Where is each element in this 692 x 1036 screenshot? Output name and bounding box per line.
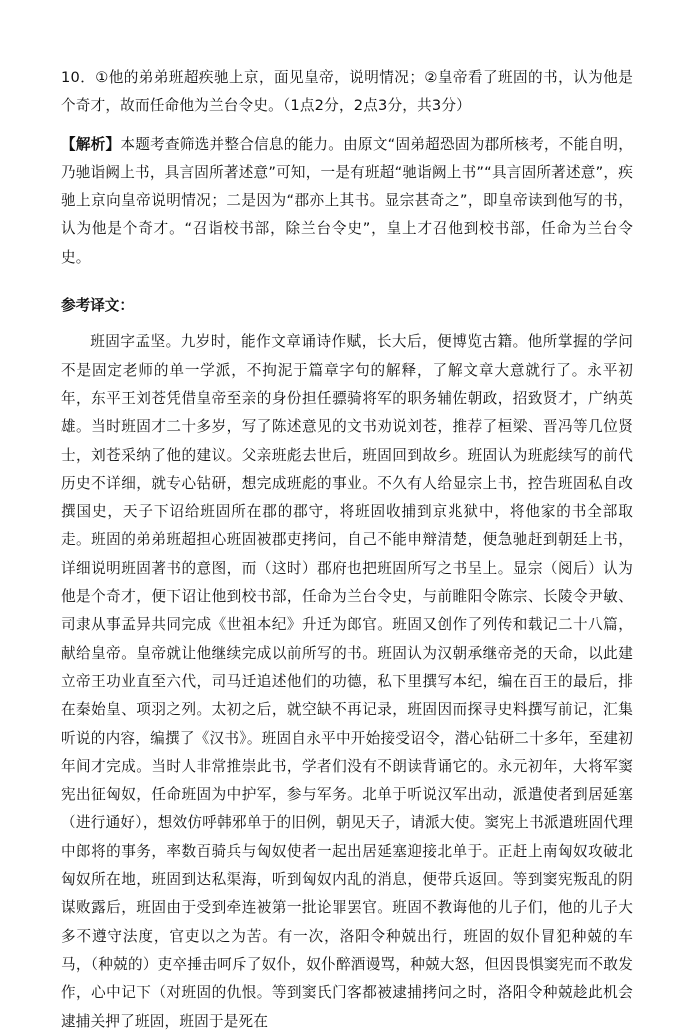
document-page <box>61 64 633 1036</box>
reference-translation: 班固字孟坚。九岁时，能作文章诵诗作赋，长大后，便博览古籍。他所掌握的学问不是固定老师的单一学派，不拘泥于篇章字句的解释，了解文章大意就行了。永平初年，东平王刘苍凭借皇帝至亲的身份担任骠骑将军的职务辅佐朝政，招致贤才，广纳英雄。当时班固才二十多岁，写了陈述意见的文书劝说刘苍，推荐了桓梁、晋冯等几位贤士，刘苍采纳了他的建议。父亲班彪去世后，班固回到故乡。班固认为班彪续写的前代历史不详细，就专心钻研，想完成班彪的事业。不久有人给显宗上书，控告班固私自改撰国史，天子下诏给班固所在郡的郡守，将班固收捕到京兆狱中，将他家的书全部取走。班固的弟弟班超担心班固被郡吏拷问，自己不能申辩清楚，便急驰赶到朝廷上书，详细说明班固著书的意图，而（这时）郡府也把班固所写之书呈上。显宗（阅后）认为他是个奇才，便下诏让他到校书部，任命为兰台令史，与前睢阳令陈宗、长陵令尹敏、司隶从事孟异共同完成《世祖本纪》升迁为郎官。班固又创作了列传和载记二十八篇，献给皇帝。皇帝就让他继续完成以前所写的书。班固认为汉朝承继帝尧的天命，以此建立帝王功业直至六代，司马迁追述他们的功德，私下里撰写本纪，编在百王的最后，排在秦始皇、项羽之列。太初之后，就空缺不再记录，班固因而探寻史料撰写前记，汇集听说的内容，编撰了《汉书》。班固自永平中开始接受诏令，潜心钻研二十多年，至建初年间才完成。当时人非常推崇此书，学者们没有不朗读背诵它的。永元初年，大将军窦宪出征匈奴，任命班固为中护军，参与军务。北单于听说汉军出动，派遣使者到居延塞（进行通好），想效仿呼韩邪单于的旧例，朝见天子，请派大使。窦宪上书派遣班固代理中郎将的事务，率数百骑兵与匈奴使者一起出居延塞迎接北单于。正赶上南匈奴攻破北匈奴所在地，班固到达私渠海，听到匈奴内乱的消息，便带兵返回。等到窦宪叛乱的阴谋败露后，班固由于受到牵连被第一批论罪罢官。班固不教诲他的儿子们，他的儿子大多不遵守法度，官吏以之为苦。有一次，洛阳令种兢出行，班固的奴仆冒犯种兢的车马，（种兢的）吏卒捶击呵斥了奴仆，奴仆醉酒谩骂，种兢大怒，但因畏惧窦宪而不敢发作，心中记下（对班固的仇恨。等到窦氏门客都被逮捕拷问之时，洛阳令种兢趁此机会逮捕关押了班固，班固于是死在 <box>61 333 633 1030</box>
reference-heading: 参考译文： <box>61 297 134 315</box>
analysis-text: 本题考查筛选并整合信息的能力。由原文“固弟超恐固为郡所核考，不能自明，乃驰诣阙上书，具言固所著述意”可知，一是有班超“驰诣阙上书”“具言固所著述意”，疾驰上京向皇帝说明情况；二是因为“郡亦上其书。显宗甚奇之”，即皇帝读到他写的书，认为他是个奇才。“召诣校书部，除兰台令史”，皇上才召他到校书部，任命为兰台令史。 <box>61 135 633 266</box>
answer-paragraph: 10．①他的弟弟班超疾驰上京，面见皇帝，说明情况；②皇帝看了班固的书，认为他是个奇才，故而任命他为兰台令史。（1点2分，2点3分，共3分） <box>61 69 633 115</box>
analysis-paragraph <box>61 131 633 272</box>
analysis-label: 【解析】 <box>61 135 121 153</box>
